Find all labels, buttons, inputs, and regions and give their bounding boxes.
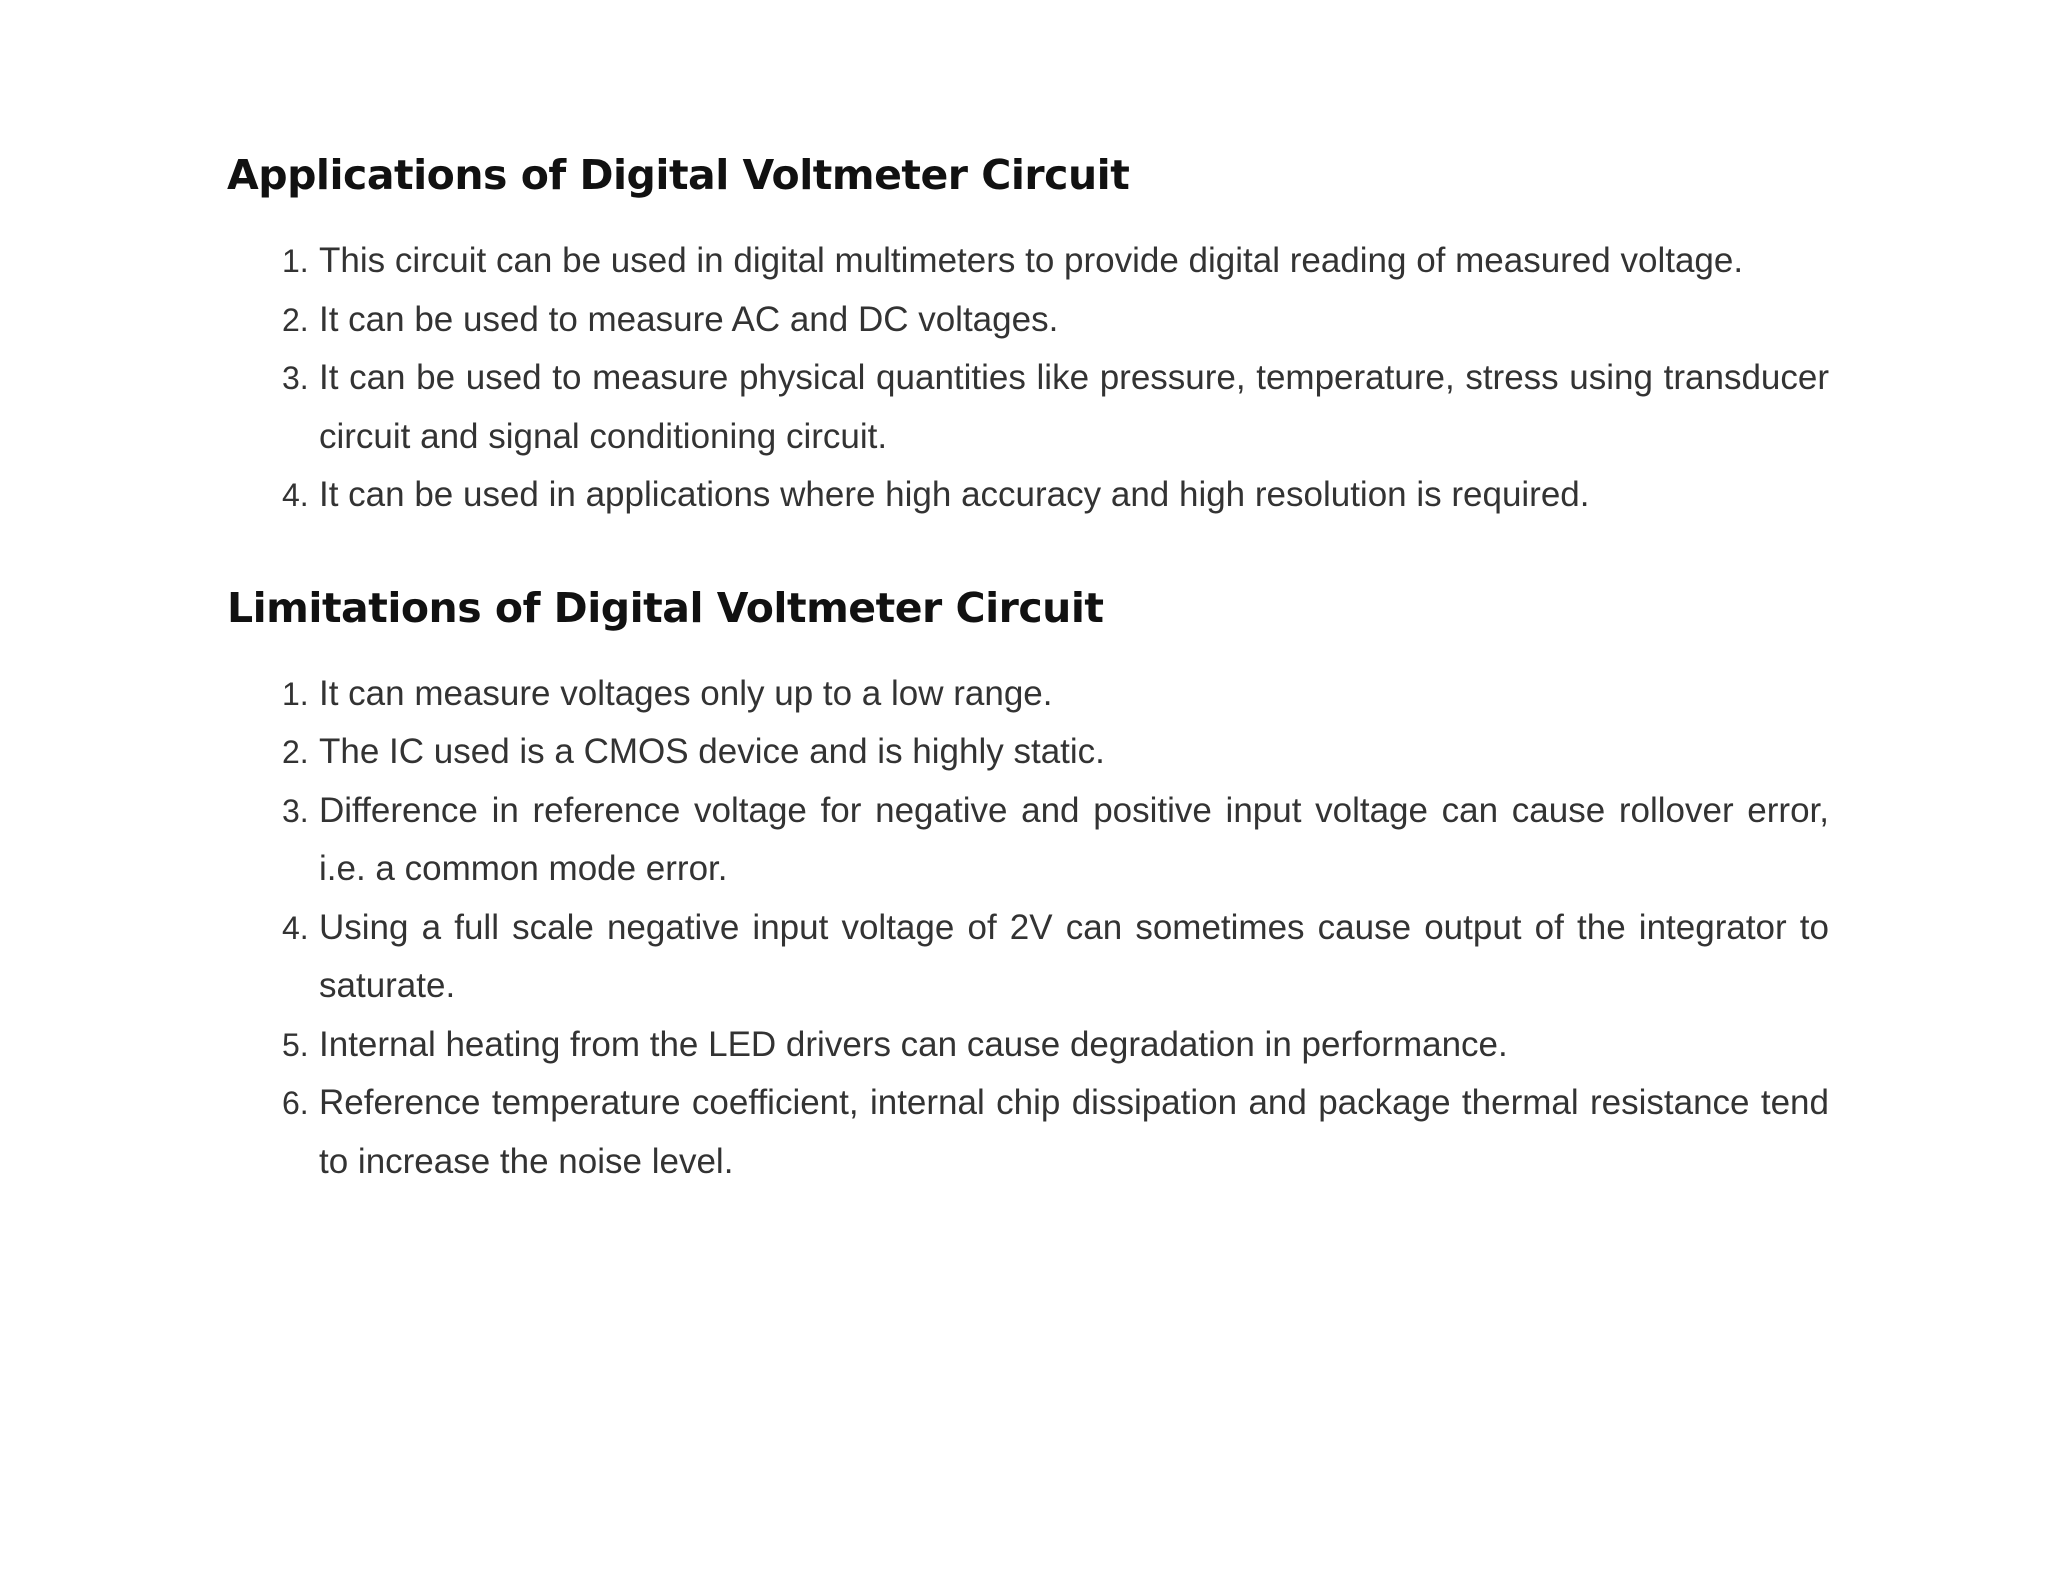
list-item-number: 2.: [282, 301, 309, 338]
list-item-number: 3.: [282, 792, 309, 829]
list-item: [227, 466, 1829, 525]
list-item-number: 1.: [282, 675, 309, 712]
list-item-text: It can measure voltages only up to a low range.: [319, 673, 1053, 713]
list-item-text: This circuit can be used in digital multimeters to provide digital reading of measured voltage.: [319, 241, 1744, 280]
list-item: [227, 899, 1829, 1016]
limitations-section: [227, 583, 1827, 1192]
list-item: [227, 232, 1829, 291]
limitations-list: [227, 665, 1827, 1192]
list-item-text: Difference in reference voltage for negative and positive input voltage can cause rollover error, i.e. a common mode error.: [319, 790, 1829, 888]
list-item-number: 2.: [282, 734, 309, 770]
list-item-text: It can be used in applications where high accuracy and high resolution is required.: [319, 475, 1590, 514]
list-item-text: Internal heating from the LED drivers can cause degradation in performance.: [319, 1024, 1508, 1064]
list-item-text: Using a full scale negative input voltage of 2V can sometimes cause output of the integrator to saturate.: [319, 907, 1829, 1005]
list-item-number: 5.: [282, 1026, 309, 1063]
list-item-number: 3.: [282, 360, 309, 396]
document-page: [227, 150, 1827, 1191]
list-item-number: 4.: [282, 909, 309, 946]
limitations-heading: Limitations of Digital Voltmeter Circuit: [227, 583, 1104, 632]
list-item-text: The IC used is a CMOS device and is highly static.: [319, 732, 1105, 771]
list-item-number: 6.: [282, 1085, 309, 1121]
list-item-number: 4.: [282, 477, 309, 513]
list-item: [227, 723, 1829, 782]
applications-section: [227, 150, 1827, 525]
list-item-text: It can be used to measure AC and DC voltages.: [319, 299, 1059, 339]
list-item-text: Reference temperature coefficient, internal chip dissipation and package thermal resistance tend to increase the noise level.: [319, 1083, 1829, 1181]
list-item-number: 1.: [282, 243, 309, 279]
list-item: [227, 1074, 1829, 1191]
list-item-text: It can be used to measure physical quantities like pressure, temperature, stress using transducer circuit and signal conditioning circuit.: [319, 358, 1829, 456]
list-item: [227, 782, 1829, 899]
applications-heading: Applications of Digital Voltmeter Circuit: [227, 151, 1130, 199]
list-item: [227, 291, 1829, 350]
list-item: [227, 665, 1829, 724]
applications-list: [227, 232, 1827, 525]
list-item: [227, 1016, 1829, 1075]
list-item: [227, 349, 1829, 466]
